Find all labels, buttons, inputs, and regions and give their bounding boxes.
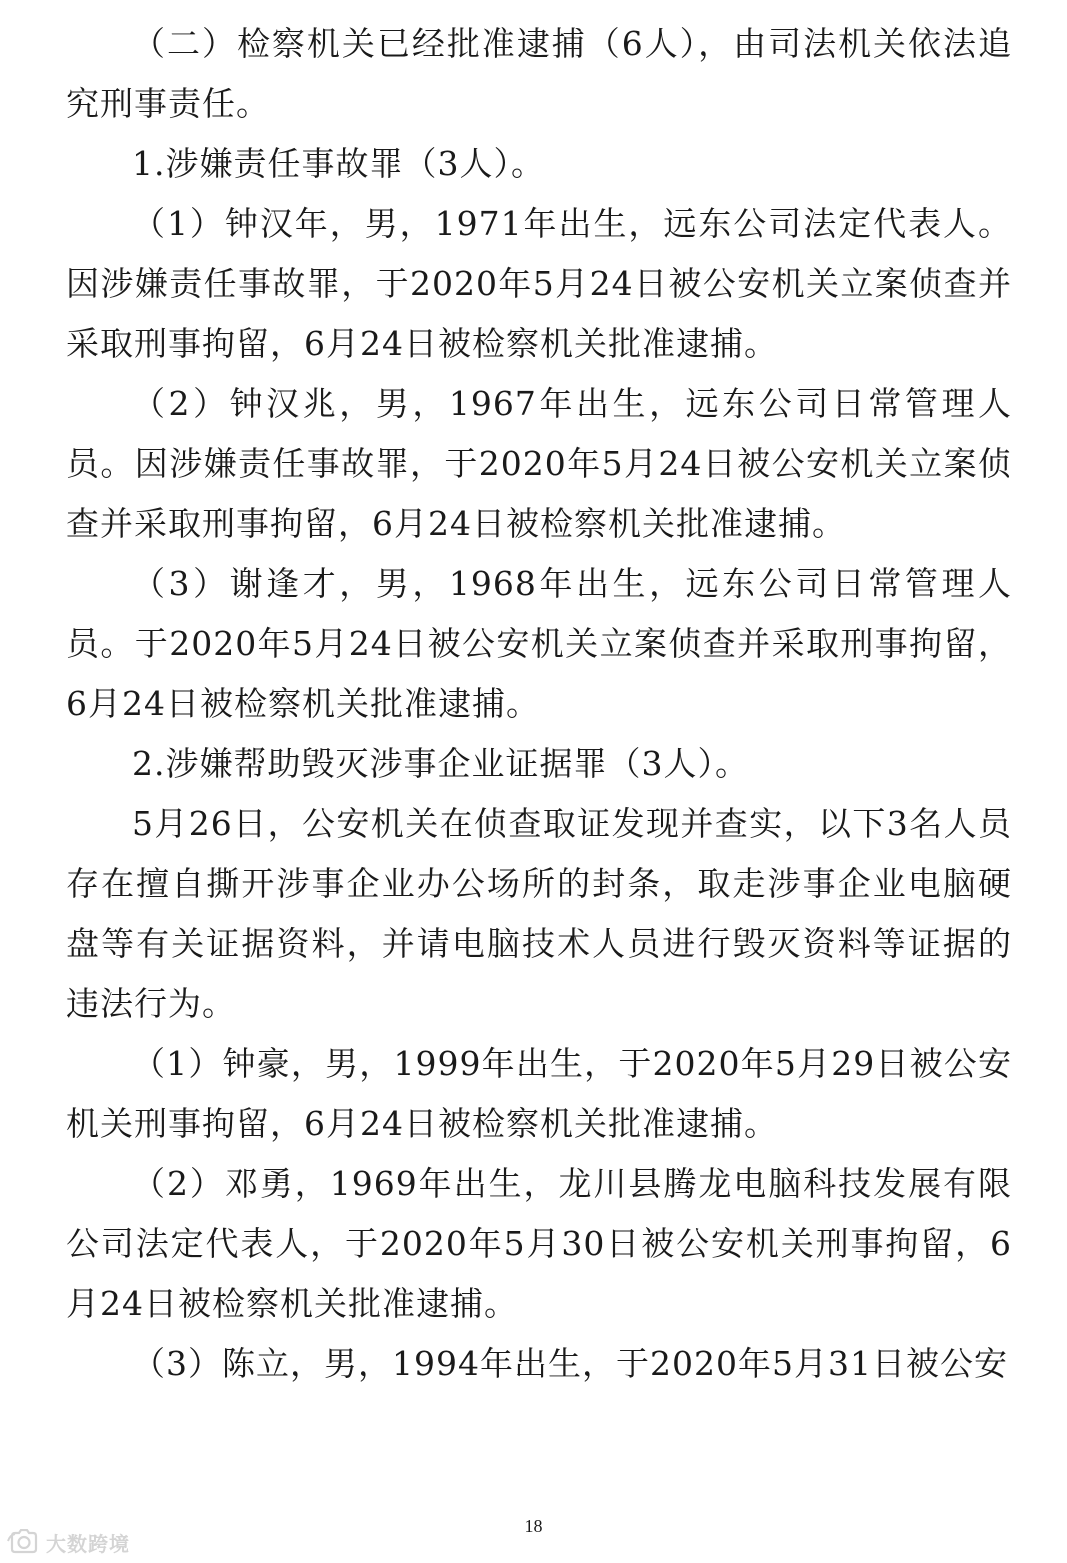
paragraph: （3）陈立，男，1994年出生，于2020年5月31日被公安 xyxy=(132,1344,1008,1383)
camera-logo-icon xyxy=(6,1529,40,1555)
page-number: 18 xyxy=(524,1516,543,1536)
paragraph: （2）邓勇，1969年出生，龙川县腾龙电脑科技发展有限公司法定代表人，于2020年5月30日被公安机关刑事拘留，6月24日被检察机关批准逮捕。 xyxy=(66,1164,1012,1323)
document-body xyxy=(66,14,1012,1394)
watermark xyxy=(6,1527,130,1557)
paragraph: （1）钟豪，男，1999年出生，于2020年5月29日被公安机关刑事拘留，6月24日被检察机关批准逮捕。 xyxy=(66,1044,1012,1143)
paragraph: 5月26日，公安机关在侦查取证发现并查实，以下3名人员存在擅自撕开涉事企业办公场所的封条，取走涉事企业电脑硬盘等有关证据资料，并请电脑技术人员进行毁灭资料等证据的违法行为。 xyxy=(66,804,1012,1023)
watermark-text: 大数跨境 xyxy=(46,1531,130,1556)
paragraph: 1.涉嫌责任事故罪（3人）。 xyxy=(132,144,545,183)
paragraph: （二）检察机关已经批准逮捕（6人），由司法机关依法追究刑事责任。 xyxy=(66,24,1012,123)
paragraph: 2.涉嫌帮助毁灭涉事企业证据罪（3人）。 xyxy=(132,744,749,783)
paragraph: （1）钟汉年，男，1971年出生，远东公司法定代表人。因涉嫌责任事故罪，于2020年5月24日被公安机关立案侦查并采取刑事拘留，6月24日被检察机关批准逮捕。 xyxy=(66,204,1012,363)
paragraph: （2）钟汉兆，男，1967年出生，远东公司日常管理人员。因涉嫌责任事故罪，于2020年5月24日被公安机关立案侦查并采取刑事拘留，6月24日被检察机关批准逮捕。 xyxy=(66,384,1012,543)
paragraph: （3）谢逢才，男，1968年出生，远东公司日常管理人员。于2020年5月24日被公安机关立案侦查并采取刑事拘留，6月24日被检察机关批准逮捕。 xyxy=(66,564,1012,723)
